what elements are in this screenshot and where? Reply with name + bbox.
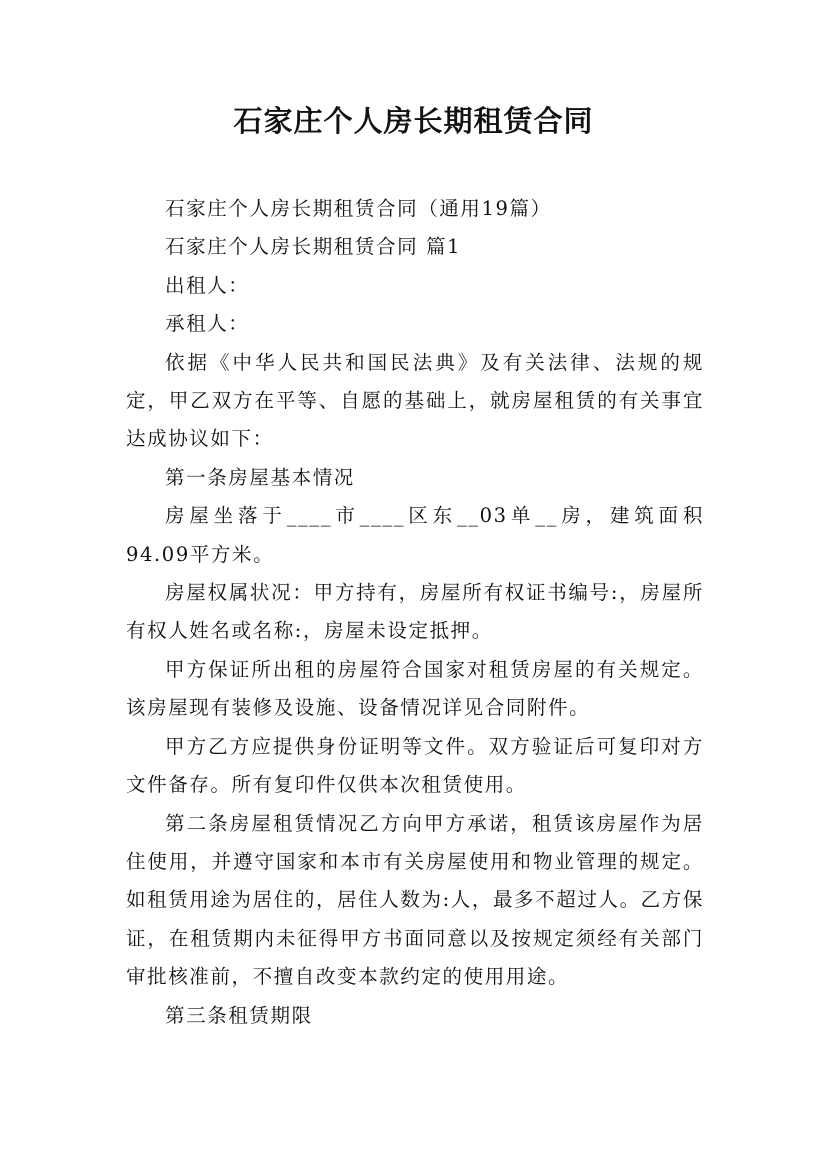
paragraph-article-1-heading: 第一条房屋基本情况 xyxy=(165,465,355,489)
paragraph-identity-documents: 甲方乙方应提供身份证明等文件。双方验证后可复印对方文件备存。所有复印件仅供本次租赁使用。 xyxy=(126,734,704,797)
document-body xyxy=(126,190,704,1035)
paragraph-lessee: 承租人： xyxy=(165,312,250,336)
paragraph-chapter-heading: 石家庄个人房长期租赁合同 篇1 xyxy=(165,235,462,259)
paragraph-article-3-heading: 第三条租赁期限 xyxy=(165,1003,313,1027)
paragraph-legal-basis: 依据《中华人民共和国民法典》及有关法律、法规的规定，甲乙双方在平等、自愿的基础上，就房屋租赁的有关事宜达成协议如下： xyxy=(126,350,704,451)
paragraph-collection-title: 石家庄个人房长期租赁合同（通用19篇） xyxy=(165,197,552,220)
document-title: 石家庄个人房长期租赁合同 xyxy=(233,104,594,138)
paragraph-landlord-guarantee: 甲方保证所出租的房屋符合国家对租赁房屋的有关规定。该房屋现有装修及设施、设备情况详见合同附件。 xyxy=(126,657,704,720)
paragraph-article-2: 第二条房屋租赁情况乙方向甲方承诺，租赁该房屋作为居住使用，并遵守国家和本市有关房屋使用和物业管理的规定。如租赁用途为居住的，居住人数为:人，最多不超过人。乙方保证，在租赁期内未征得甲方书面同意以及按规定须经有关部门审批核准前，不擅自改变本款约定的使用用途。 xyxy=(126,811,704,989)
paragraph-ownership-status: 房屋权属状况：甲方持有，房屋所有权证书编号:，房屋所有权人姓名或名称:，房屋未设定抵押。 xyxy=(126,581,704,643)
paragraph-lessor: 出租人： xyxy=(165,273,250,297)
paragraph-property-location: 房屋坐落于____市____区东__03单__房，建筑面积94.09平方米。 xyxy=(126,504,704,566)
